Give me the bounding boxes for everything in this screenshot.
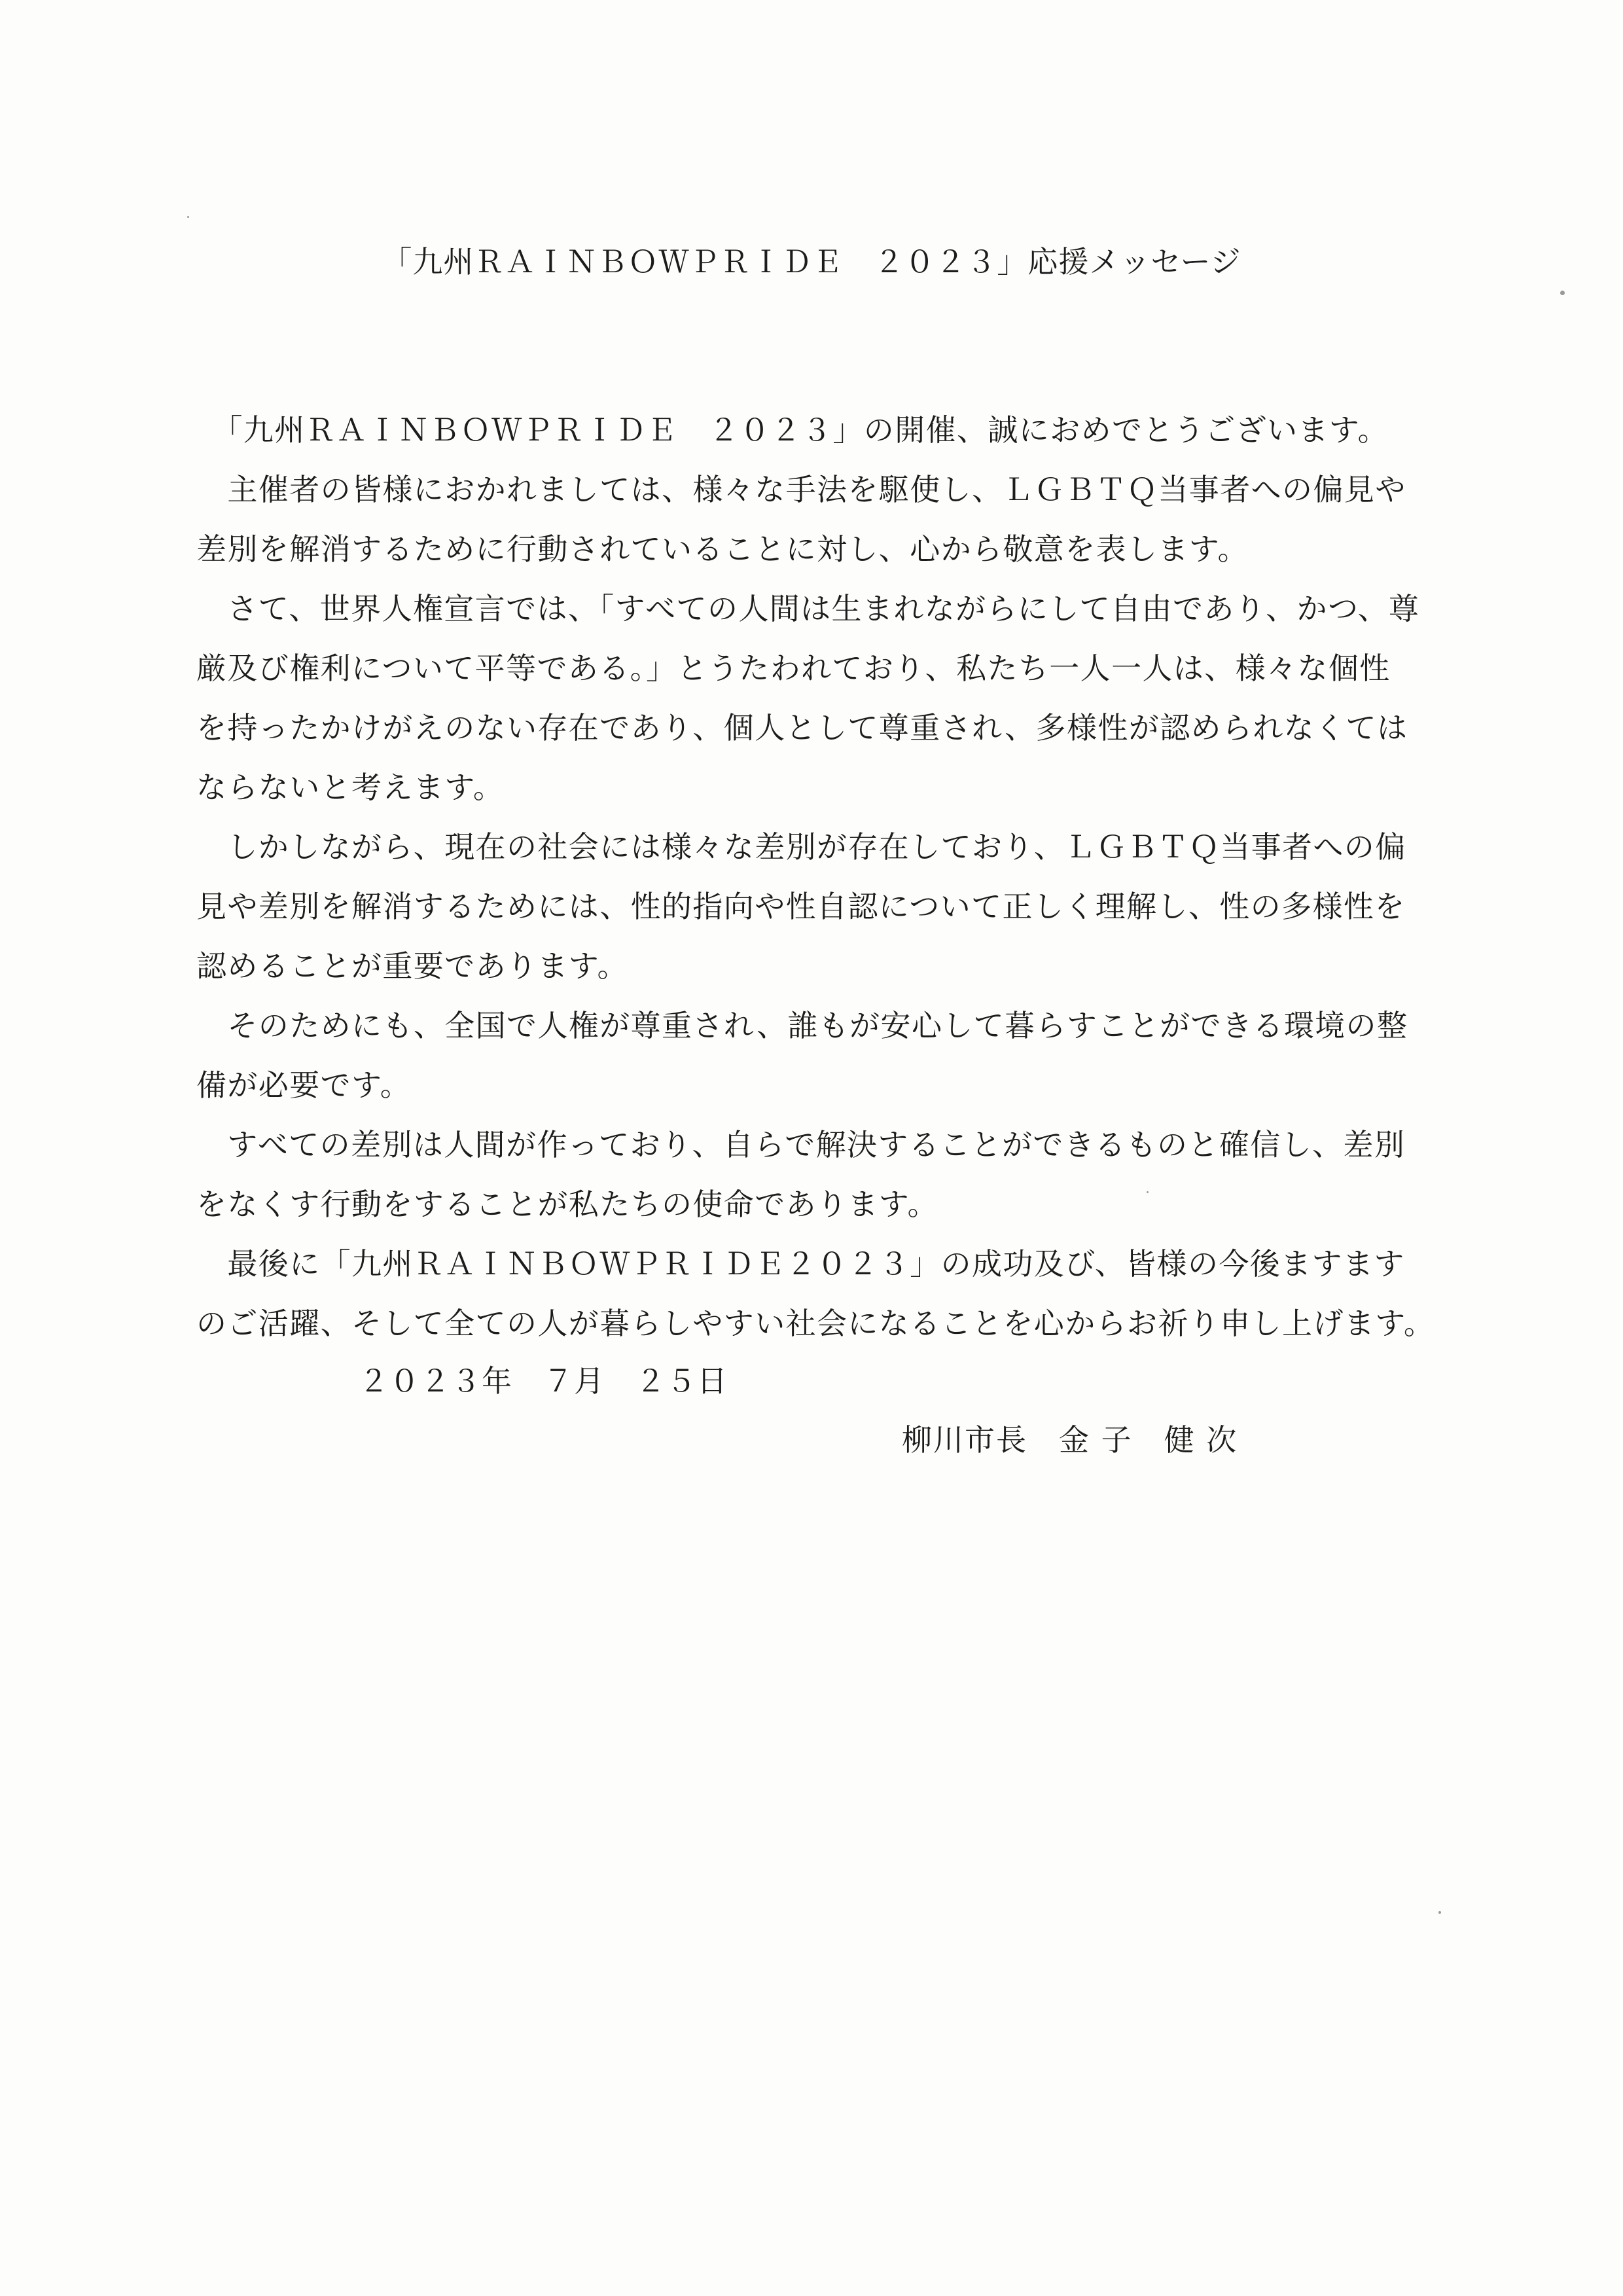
- paragraph-closing: [196, 1234, 1463, 1354]
- text-line: 備が必要です。: [196, 1067, 412, 1103]
- text-line: 認めることが重要であります。: [196, 948, 628, 984]
- text-line: すべての差別は人間が作っており、自らで解決することができるものと確信し、差別: [196, 1127, 1406, 1162]
- text-line: そのためにも、全国で人権が尊重され、誰もが安心して暮らすことができる環境の整: [196, 1008, 1408, 1043]
- text-line: 見や差別を解消するためには、性的指向や性自認について正しく理解し、性の多様性を: [196, 889, 1406, 924]
- text-line: 「九州ＲＡＩＮＢＯＷＰＲＩＤＥ ２０２３」の開催、誠におめでとうございます。: [196, 412, 1389, 448]
- text-line: さて、世界人権宣言では、「すべての人間は生まれながらにして自由であり、かつ、尊: [196, 591, 1420, 626]
- text-line: 厳及び権利について平等である。」とうたわれており、私たち一人一人は、様々な個性: [196, 651, 1391, 686]
- scan-speck: [1438, 1911, 1441, 1914]
- paragraph-discrimination: [196, 817, 1463, 996]
- text-line: 主催者の皆様におかれましては、様々な手法を駆使し、ＬＧＢＴＱ当事者への偏見や: [196, 472, 1406, 507]
- scan-speck: [1147, 1191, 1149, 1193]
- message-body: [196, 401, 1463, 1354]
- text-line: 最後に「九州ＲＡＩＮＢＯＷＰＲＩＤＥ２０２３」の成功及び、皆様の今後ますます: [196, 1246, 1405, 1282]
- paragraph-mission: [196, 1115, 1463, 1234]
- text-line: をなくす行動をすることが私たちの使命であります。: [196, 1187, 938, 1222]
- paragraph-congratulations: [196, 401, 1463, 460]
- text-line: 差別を解消するために行動されていることに対し、心から敬意を表します。: [196, 531, 1249, 567]
- document-date: ２０２３年 ７月 ２５日: [359, 1363, 728, 1399]
- document-title: 「九州ＲＡＩＮＢＯＷＰＲＩＤＥ ２０２３」応援メッセージ: [382, 244, 1241, 279]
- paragraph-human-rights: [196, 579, 1463, 817]
- scan-speck: [187, 216, 189, 218]
- text-line: のご活躍、そして全ての人が暮らしやすい社会になることを心からお祈り申し上げます。: [196, 1306, 1435, 1341]
- text-line: しかしながら、現在の社会には様々な差別が存在しており、ＬＧＢＴＱ当事者への偏: [196, 829, 1406, 865]
- text-line: ならないと考えます。: [196, 770, 505, 805]
- paragraph-respect: [196, 460, 1463, 579]
- mayor-signature: 柳川市長 金 子 健 次: [902, 1422, 1238, 1458]
- paragraph-environment: [196, 996, 1463, 1115]
- scan-speck: [1560, 291, 1565, 295]
- text-line: を持ったかけがえのない存在であり、個人として尊重され、多様性が認められなくては: [196, 710, 1408, 745]
